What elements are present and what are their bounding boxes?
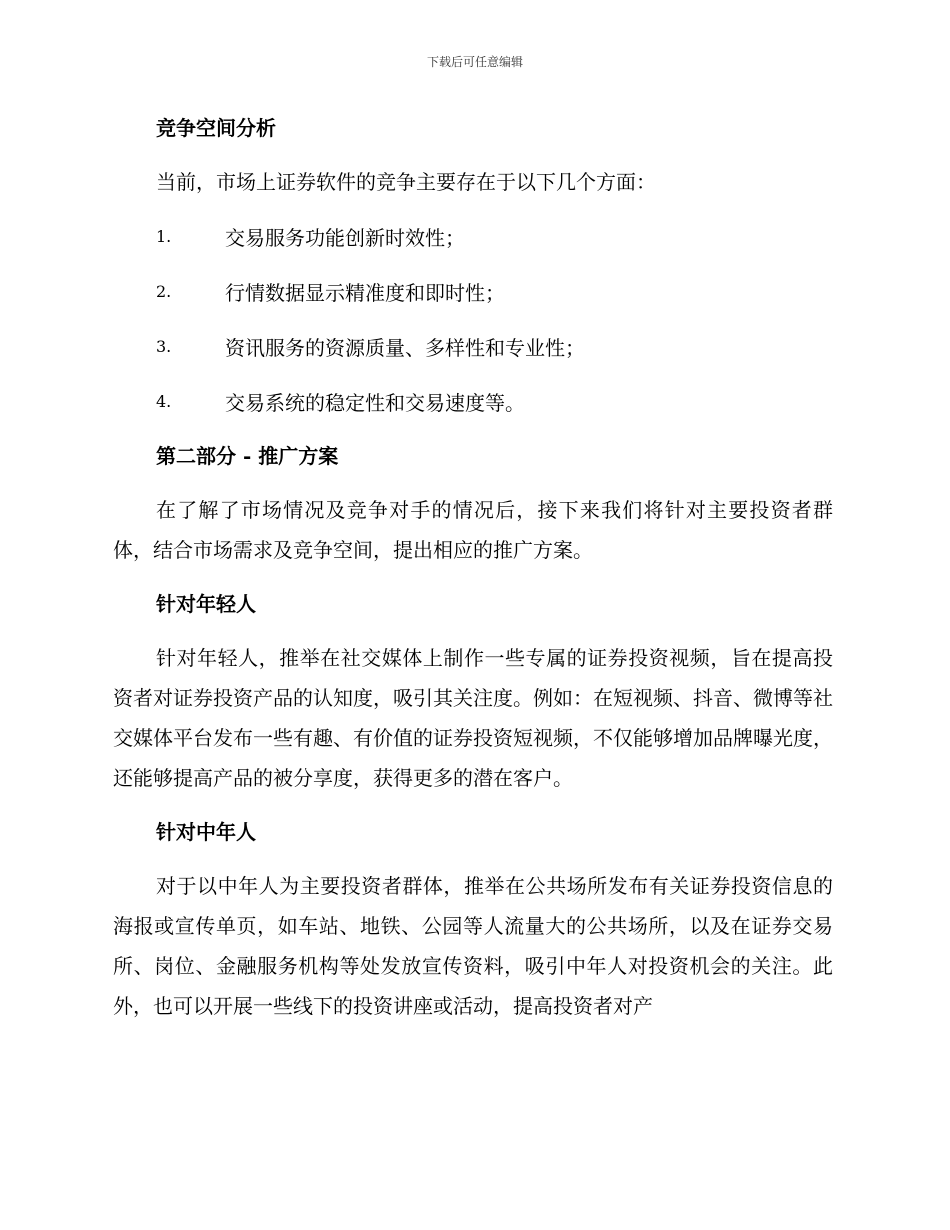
- youth-paragraph: 针对年轻人，推举在社交媒体上制作一些专属的证券投资视频，旨在提高投资者对证券投资产品的认知度，吸引其关注度。例如：在短视频、抖音、微博等社交媒体平台发布一些有趣、有价值的证券投资短视频，不仅能够增加品牌曝光度，还能够提高产品的被分享度，获得更多的潜在客户。: [113, 646, 833, 790]
- list-item-number: 3.: [156, 336, 172, 356]
- page-header-note: 下载后可任意编辑: [426, 55, 523, 69]
- section-heading-part2: 第二部分 - 推广方案: [156, 444, 339, 468]
- competition-list: [113, 216, 833, 421]
- competition-intro: 当前，市场上证券软件的竞争主要存在于以下几个方面：: [156, 170, 656, 194]
- list-item: [113, 381, 833, 421]
- list-item-text: 行情数据显示精准度和即时性；: [225, 280, 505, 305]
- list-item-text: 资讯服务的资源质量、多样性和专业性；: [225, 335, 585, 360]
- document-body: [113, 108, 833, 1040]
- list-item-number: 1.: [156, 226, 172, 246]
- list-item-text: 交易系统的稳定性和交易速度等。: [225, 390, 525, 415]
- list-item-number: 2.: [156, 281, 172, 301]
- list-item-number: 4.: [156, 391, 172, 411]
- list-item: [113, 216, 833, 256]
- list-item: [113, 271, 833, 311]
- section-heading-middle-aged: 针对中年人: [156, 820, 256, 844]
- list-item: [113, 326, 833, 366]
- list-item-text: 交易服务功能创新时效性；: [225, 225, 465, 250]
- middle-aged-paragraph: 对于以中年人为主要投资者群体，推举在公共场所发布有关证券投资信息的海报或宣传单页，如车站、地铁、公园等人流量大的公共场所，以及在证券交易所、岗位、金融服务机构等处发放宣传资料，吸引中年人对投资机会的关注。此外，也可以开展一些线下的投资讲座或活动，提高投资者对产: [113, 874, 833, 1018]
- part2-paragraph: 在了解了市场情况及竞争对手的情况后，接下来我们将针对主要投资者群体，结合市场需求及竞争空间，提出相应的推广方案。: [113, 498, 833, 562]
- section-heading-competition: 竞争空间分析: [156, 116, 276, 140]
- section-heading-youth: 针对年轻人: [156, 592, 256, 616]
